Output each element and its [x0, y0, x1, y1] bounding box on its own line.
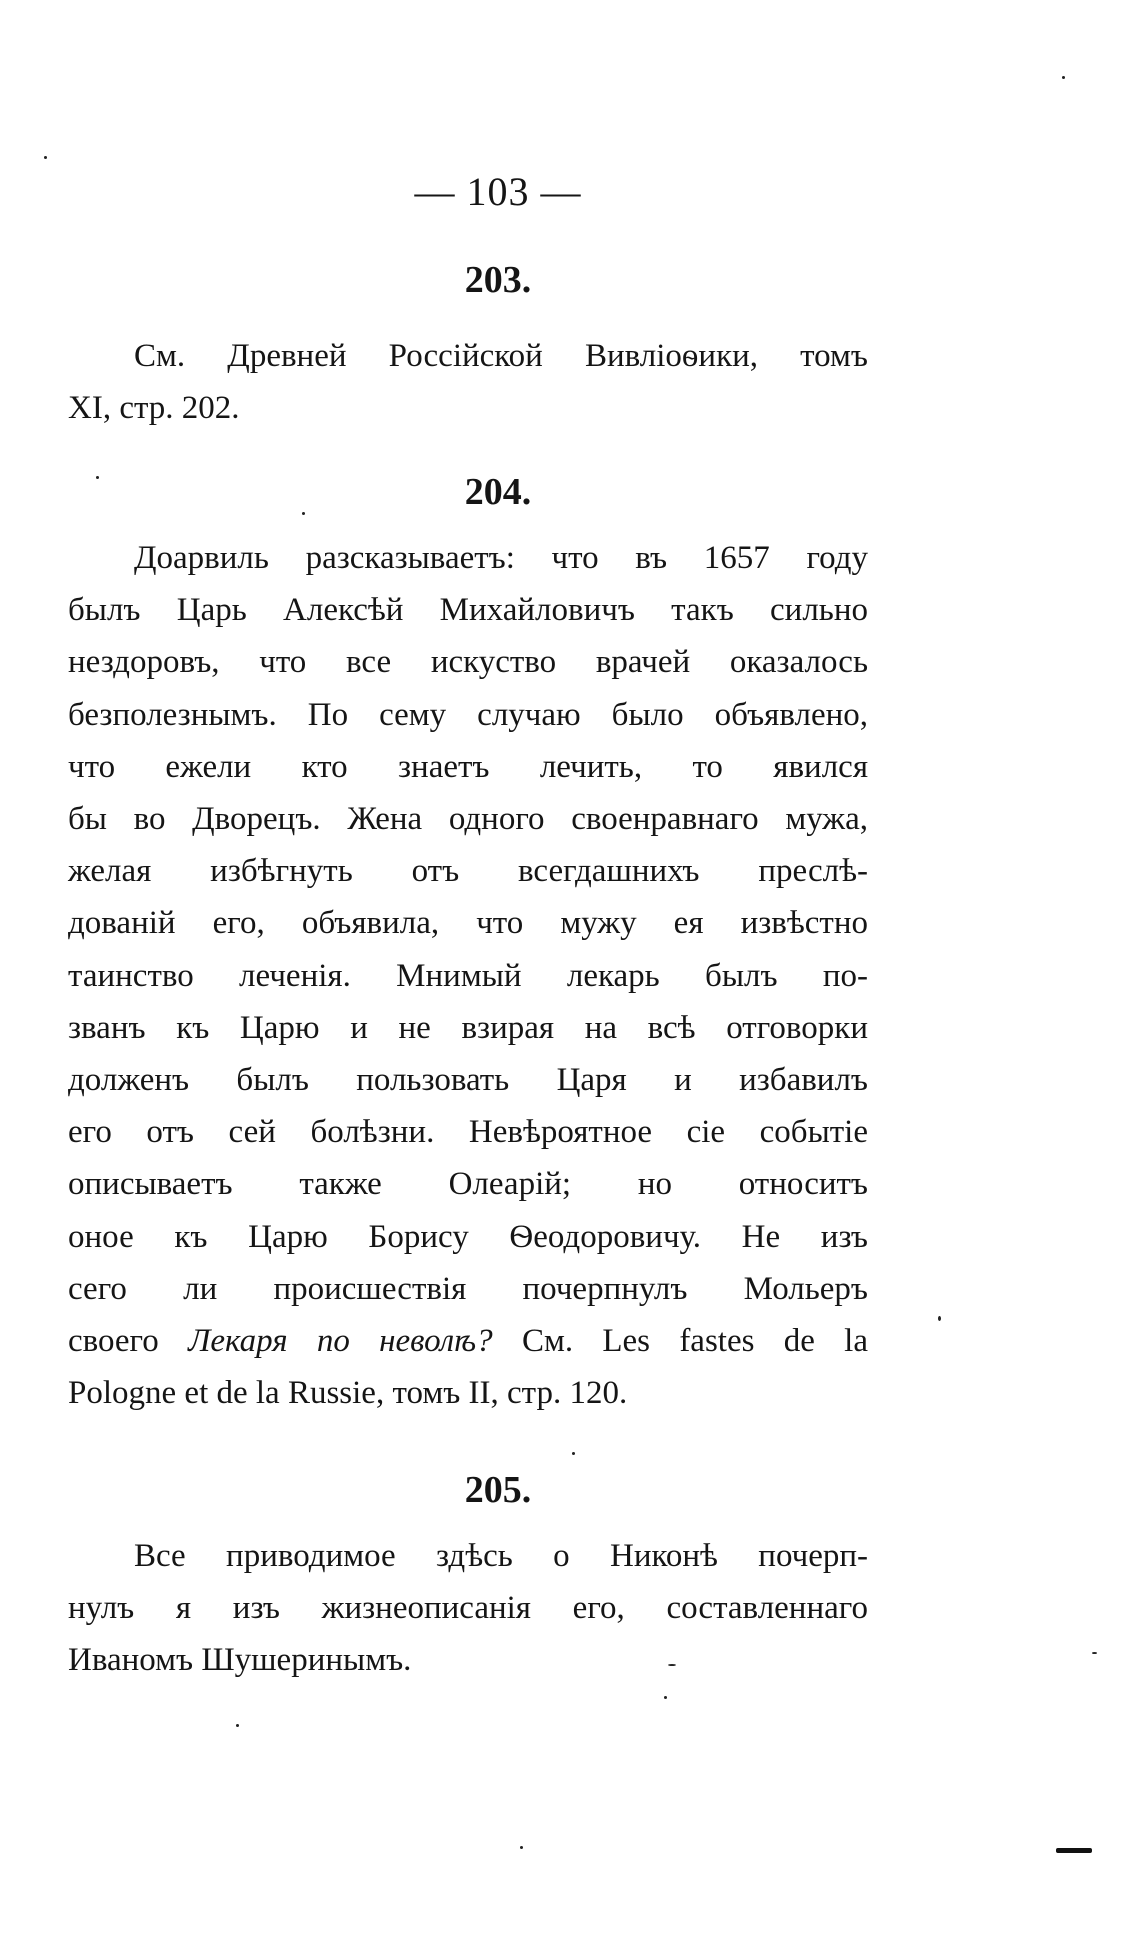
text-line: что ежели кто знаетъ лечить, то явился: [68, 748, 868, 785]
text-segment: См. Les fastes de la: [492, 1323, 868, 1360]
text-line: Доарвиль разсказываетъ: что въ 1657 году: [134, 540, 868, 576]
text-line-with-italic-title: [68, 1315, 868, 1367]
note-number-204: 204.: [464, 471, 532, 513]
scan-speck: [236, 1724, 239, 1727]
text-line: званъ къ Царю и не взирая на всѣ отговорки: [68, 1009, 868, 1046]
text-line: его отъ сей болѣзни. Невѣроятное сіе событіе: [68, 1114, 868, 1151]
note-204-text: [68, 532, 868, 1419]
text-line: нулъ я изъ жизнеописанія его, составленнаго: [68, 1590, 868, 1627]
scan-speck: [572, 1452, 575, 1455]
scan-speck: [520, 1846, 523, 1849]
text-line: оное къ Царю Борису Ѳеодоровичу. Не изъ: [68, 1218, 868, 1255]
text-line: XI, стр. 202.: [68, 390, 240, 427]
page-number: — 103 —: [414, 169, 582, 214]
text-line: таинство леченія. Мнимый лекарь былъ по-: [68, 957, 868, 994]
scan-speck: [1062, 76, 1065, 79]
note-203-text: [68, 330, 868, 434]
scan-speck: [1092, 1652, 1097, 1654]
note-number-203: 203.: [464, 259, 532, 301]
text-line: дованій его, объявила, что мужу ея извѣстно: [68, 905, 868, 942]
note-205-text: [68, 1530, 868, 1687]
text-line: сего ли происшествія почерпнулъ Мольеръ: [68, 1270, 868, 1307]
text-line: Иваномъ Шушеринымъ.: [68, 1642, 412, 1679]
text-line: долженъ былъ пользовать Царя и избавилъ: [68, 1062, 868, 1099]
text-line: безполезнымъ. По сему случаю было объявлено,: [68, 696, 868, 733]
scan-speck: [96, 476, 99, 479]
scan-speck: [938, 1316, 941, 1321]
text-line: нездоровъ, что все искуство врачей оказалось: [68, 644, 868, 681]
note-number-205: 205.: [464, 1469, 532, 1511]
italic-title: Лекаря по неволѣ?: [188, 1323, 493, 1360]
text-line: описываетъ также Олеарій; но относитъ: [68, 1166, 868, 1203]
scan-mark: [1056, 1848, 1092, 1853]
text-segment: своего: [68, 1323, 189, 1360]
text-line: Все приводимое здѣсь о Никонѣ почерп-: [134, 1538, 868, 1574]
scan-speck: [664, 1696, 667, 1699]
text-line: бы во Дворецъ. Жена одного своенравнаго мужа,: [68, 801, 868, 838]
scan-speck: [44, 156, 47, 159]
text-line: См. Древней Россійской Вивліоѳики, томъ: [134, 338, 868, 374]
text-line: Pologne et de la Russie, томъ II, стр. 120.: [68, 1375, 628, 1412]
scan-speck: [668, 1664, 676, 1666]
scan-speck: [302, 512, 305, 515]
text-line: былъ Царь Алексѣй Михайловичъ такъ сильно: [68, 592, 868, 629]
text-line: желая избѣгнуть отъ всегдашнихъ преслѣ-: [68, 853, 868, 890]
